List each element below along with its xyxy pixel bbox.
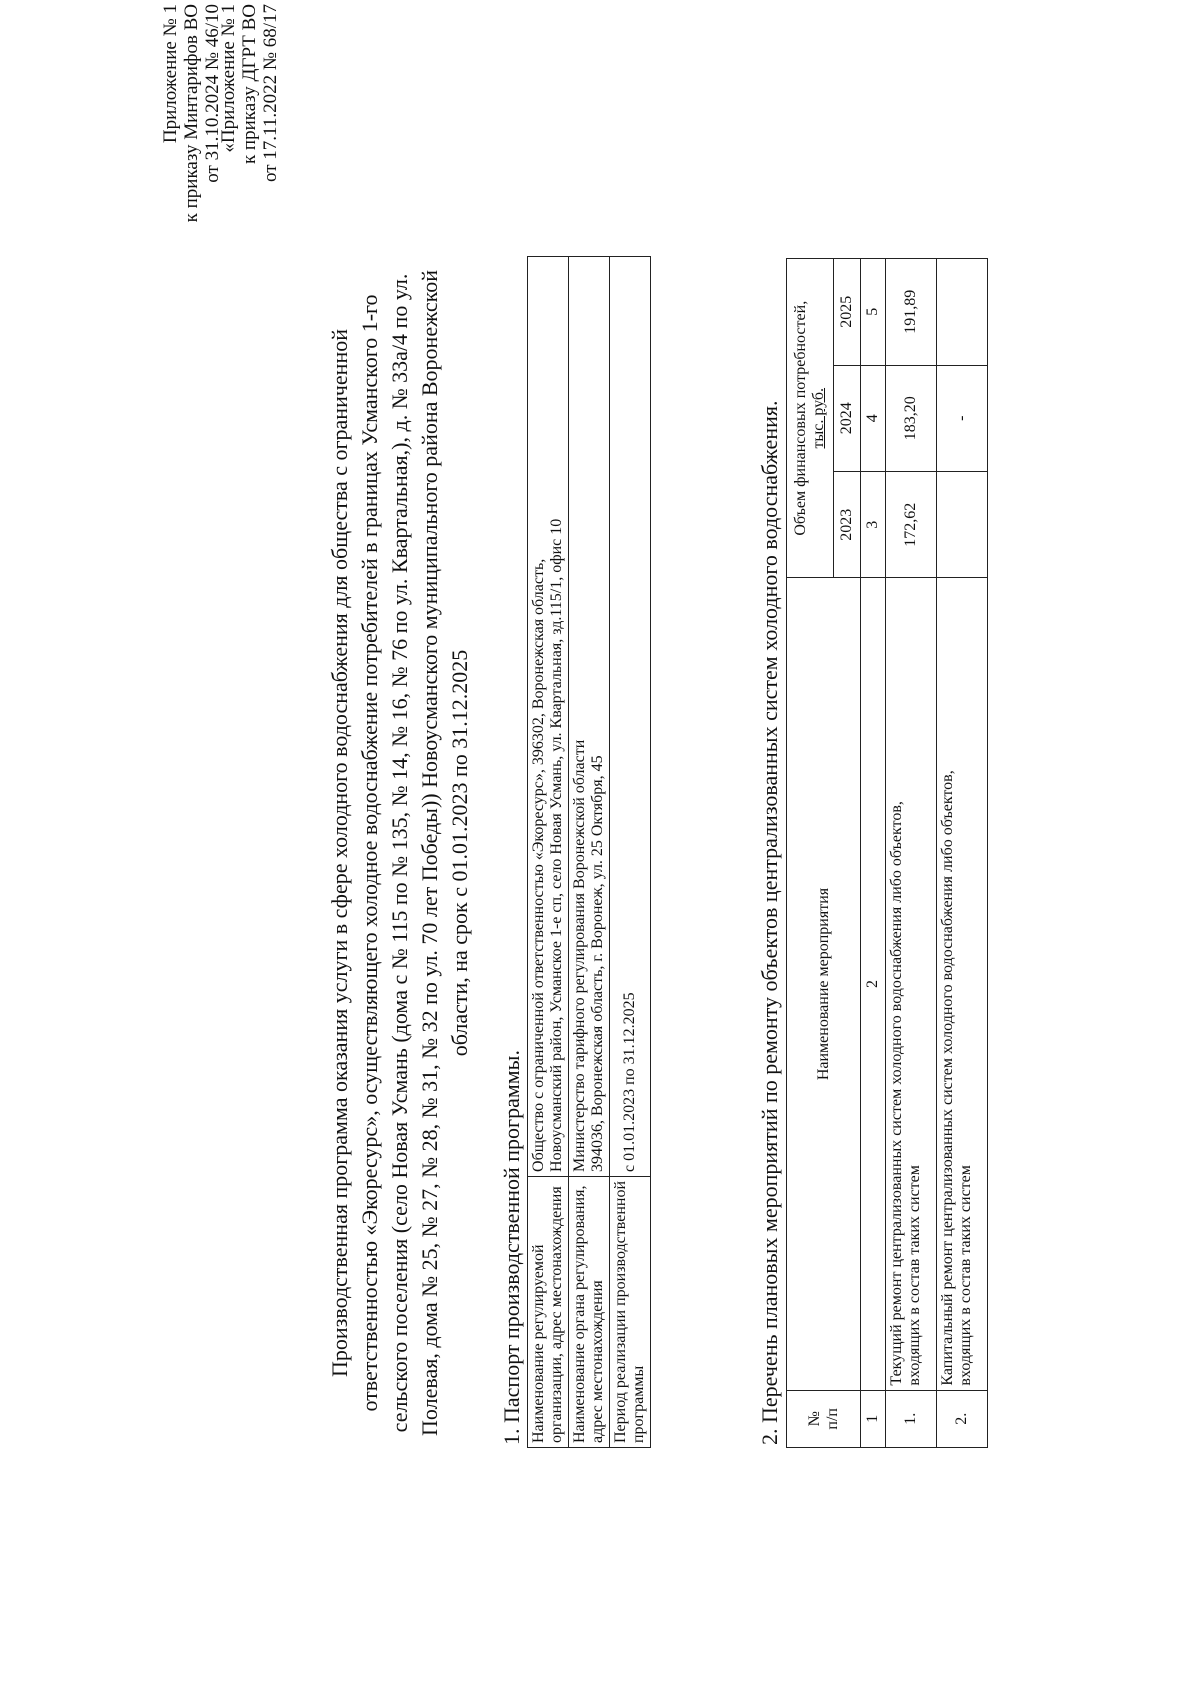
approval-line: Приложение № 1: [160, 4, 181, 144]
header-year: 2023: [834, 471, 861, 577]
column-index: 3: [861, 471, 886, 577]
approval-line: к приказу Минтарифов ВО: [181, 4, 202, 223]
row-number: 2.: [937, 1390, 988, 1447]
passport-label: [528, 1176, 569, 1447]
repair-plan-table: [786, 258, 988, 1448]
value-2025: [937, 259, 988, 366]
passport-value: [528, 257, 569, 1177]
row-number: 1.: [886, 1390, 937, 1447]
passport-value: [569, 257, 610, 1177]
passport-label: [610, 1176, 651, 1447]
section-2-heading: 2. Перечень плановых мероприятий по ремонту объектов централизованных систем холодного водоснабжения.: [757, 400, 782, 1445]
header-year: 2024: [834, 365, 861, 471]
table-row: [610, 257, 651, 1448]
label-line: организации, адрес местонахождения: [548, 1186, 565, 1443]
header-year: 2025: [834, 259, 861, 366]
name-line: входящих в состав таких систем: [957, 1165, 974, 1386]
label-line: адрес местонахождения: [589, 1280, 606, 1443]
header-line: №: [805, 1411, 823, 1427]
document-title: [325, 183, 475, 1523]
value-line: Общество с ограниченной ответственностью «Экоресурс», 396302, Воронежская область,: [530, 558, 547, 1172]
approval-stamp-current: [160, 4, 223, 222]
passport-value: [610, 257, 651, 1177]
approval-line: от 31.10.2024 № 46/10: [202, 4, 223, 183]
header-activity-name: Наименование мероприятия: [787, 578, 861, 1390]
header-number: [787, 1390, 861, 1447]
passport-table: [527, 256, 651, 1448]
title-line: области, на срок с 01.01.2023 по 31.12.2025: [447, 649, 472, 1057]
table-row: [886, 259, 937, 1448]
header-line: п/п: [823, 1408, 841, 1430]
table-row: [528, 257, 569, 1448]
value-line: Новоусманский район, Усманское 1-е сп, село Новая Усмань, ул. Квартальная, зд.115/1, офис 10: [548, 518, 565, 1172]
title-line: Производственная программа оказания услуги в сфере холодного водоснабжения для общества с ограниченной: [327, 329, 352, 1378]
value-2024: -: [937, 365, 988, 471]
header-volume: [787, 259, 834, 578]
value-2024: 183,20: [886, 365, 937, 471]
name-line: входящих в состав таких систем: [906, 1165, 923, 1386]
value-2023: 172,62: [886, 471, 937, 577]
title-line: ответственностью «Экоресурс», осуществляющего холодное водоснабжение потребителей в границах Усманского 1-го: [357, 294, 382, 1412]
value-line: 394036, Воронежская область, г. Воронеж, ул. 25 Октября, 45: [589, 755, 606, 1172]
column-index: 1: [861, 1390, 886, 1447]
name-line: Капитальный ремонт централизованных систем холодного водоснабжения либо объектов,: [939, 770, 956, 1386]
table-index-row: [861, 259, 886, 1448]
value-2023: [937, 471, 988, 577]
header-line: тыс. руб.: [810, 387, 827, 449]
column-index: 5: [861, 259, 886, 366]
approval-line: «Приложение № 1: [218, 4, 239, 153]
table-row: [569, 257, 610, 1448]
name-line: Текущий ремонт централизованных систем холодного водоснабжения либо объектов,: [888, 801, 905, 1386]
value-line: Министерство тарифного регулирования Воронежской области: [571, 739, 588, 1172]
label-line: Период реализации производственной: [612, 1180, 629, 1443]
value-line: с 01.01.2023 по 31.12.2025: [621, 992, 638, 1172]
approval-line: к приказу ДГРТ ВО: [239, 4, 260, 165]
activity-name: [886, 578, 937, 1390]
label-line: Наименование регулируемой: [530, 1244, 547, 1443]
title-line: Полевая, дома № 25, № 27, № 28, № 31, № 32 по ул. 70 лет Победы)) Новоусманского муниципального района Воронежской: [417, 270, 442, 1436]
label-line: Наименование органа регулирования,: [571, 1185, 588, 1443]
table-row: [937, 259, 988, 1448]
column-index: 4: [861, 365, 886, 471]
approval-stamp-previous: [218, 4, 281, 182]
approval-line: от 17.11.2022 № 68/17: [260, 4, 281, 183]
value-2025: 191,89: [886, 259, 937, 366]
table-header-row: [787, 259, 834, 1448]
column-index: 2: [861, 578, 886, 1390]
section-1-heading: 1. Паспорт производственной программы.: [499, 1050, 524, 1445]
header-line: Объем финансовых потребностей,: [792, 300, 809, 536]
label-line: программы: [630, 1365, 647, 1443]
passport-label: [569, 1176, 610, 1447]
title-line: сельского поселения (село Новая Усмань (дома с № 115 по № 135, № 14, № 16, № 76 по ул. Квартальная,), д. № 33а/4 по ул.: [387, 273, 412, 1433]
activity-name: [937, 578, 988, 1390]
